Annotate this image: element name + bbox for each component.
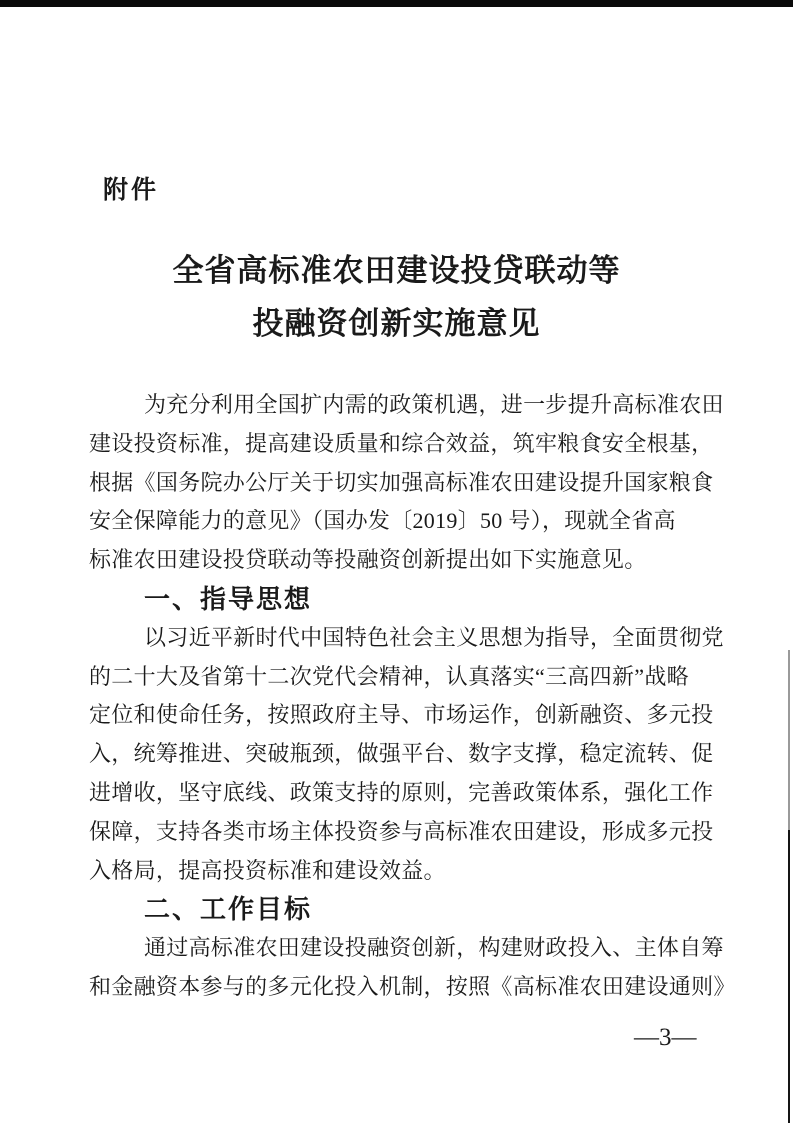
text-line: 入，统筹推进、突破瓶颈，做强平台、数字支撑，稳定流转、促	[89, 741, 714, 767]
scan-artifact-top-band	[0, 0, 793, 7]
text-line: 进增收，坚守底线、政策支持的原则，完善政策体系，强化工作	[89, 779, 714, 805]
text-line: 通过高标准农田建设投融资创新，构建财政投入、主体自筹	[144, 935, 724, 961]
section-heading: 二、工作目标	[144, 894, 313, 925]
text-line: 的二十大及省第十二次党代会精神，认真落实“三高四新”战略	[89, 663, 689, 689]
document-body	[89, 386, 736, 1007]
text-line: 入格局，提高投资标准和建设效益。	[89, 857, 446, 883]
text-line: 以习近平新时代中国特色社会主义思想为指导，全面贯彻党	[144, 624, 724, 650]
text-line: 根据《国务院办公厅关于切实加强高标准农田建设提升国家粮食	[89, 469, 714, 495]
attachment-label: 附件	[103, 176, 160, 204]
title-line-1: 全省高标准农田建设投贷联动等	[172, 253, 621, 288]
text-line: 定位和使命任务，按照政府主导、市场运作，创新融资、多元投	[89, 702, 714, 728]
section-heading: 一、指导思想	[144, 583, 313, 614]
text-line: 和金融资本参与的多元化投入机制，按照《高标准农田建设通则》	[89, 973, 736, 999]
page-number: —3—	[634, 1024, 697, 1051]
scan-artifact-right-line-faint	[788, 650, 790, 830]
text-line: 标准农田建设投贷联动等投融资创新提出如下实施意见。	[89, 547, 647, 573]
text-line: 保障，支持各类市场主体投资参与高标准农田建设，形成多元投	[89, 818, 714, 844]
text-line: 为充分利用全国扩内需的政策机遇，进一步提升高标准农田	[144, 392, 724, 417]
text-line: 建设投资标准，提高建设质量和综合效益，筑牢粮食安全根基，	[89, 430, 714, 456]
title-line-2: 投融资创新实施意见	[252, 306, 541, 341]
document-title	[0, 244, 793, 350]
text-line: 安全保障能力的意见》（国办发〔2019〕50 号），现就全省高	[89, 508, 676, 534]
scan-artifact-right-line-dark	[788, 830, 790, 1123]
